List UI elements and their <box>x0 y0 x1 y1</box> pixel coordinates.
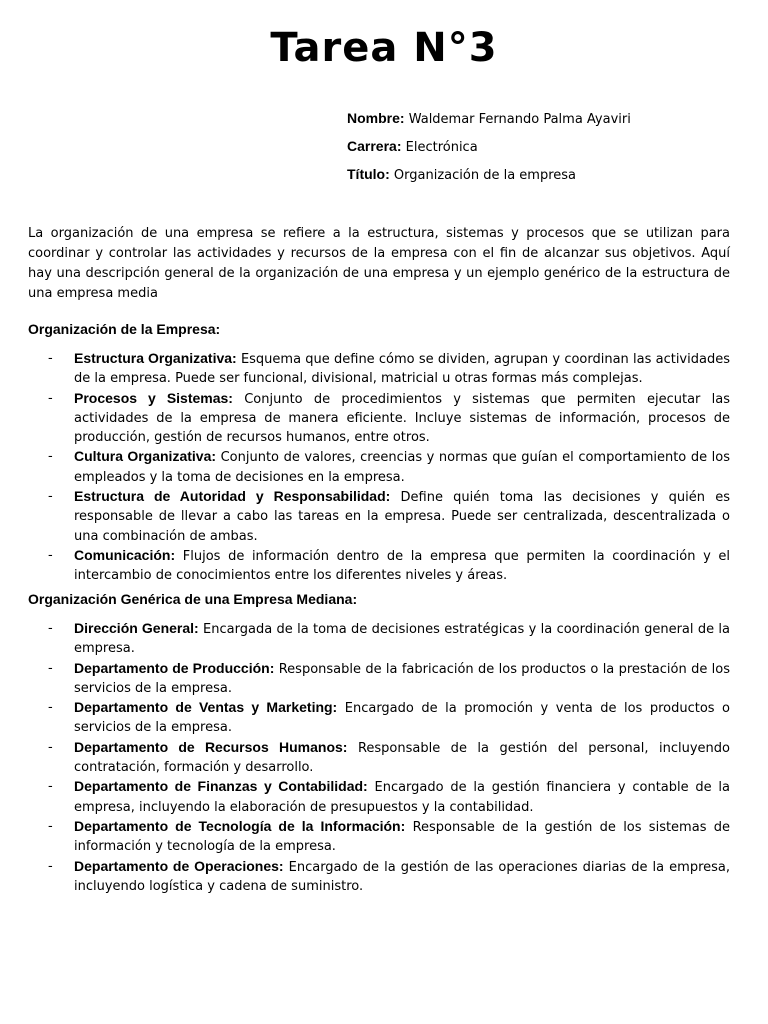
item-text: Conjunto de procedimientos y sistemas que permiten ejecutar las actividades de la empresa de manera eficiente. Incluye sistemas de información, procesos de producción, gestión de recursos humanos, entre otros. <box>74 391 730 446</box>
item-term: Departamento de Producción: <box>74 659 275 676</box>
meta-value: Waldemar Fernando Palma Ayaviri <box>408 112 631 127</box>
meta-label: Carrera: <box>347 138 402 154</box>
item-term: Dirección General: <box>74 620 199 636</box>
dash-bullet: - <box>48 449 53 465</box>
item-term: Departamento de Finanzas y Contabilidad: <box>74 778 368 795</box>
section-title-generica: Organización Genérica de una Empresa Mediana: <box>28 591 358 607</box>
list-item <box>28 698 730 738</box>
item-text: Responsable de la fabricación de los productos o la prestación de los servicios de la empresa. <box>74 661 731 696</box>
list-item <box>28 659 730 699</box>
item-text: Encargado de la promoción y venta de los productos o servicios de la empresa. <box>74 701 731 736</box>
item-text: Conjunto de valores, creencias y normas que guían el comportamiento de los empleados y la toma de decisiones en la empresa. <box>74 450 730 485</box>
list-item <box>28 546 730 586</box>
item-text: Responsable de la gestión del personal, incluyendo contratación, formación y desarrollo. <box>74 740 730 776</box>
list-item <box>28 817 730 857</box>
dash-bullet: - <box>48 351 53 366</box>
item-text: Encargada de la toma de decisiones estratégicas y la coordinación general de la empresa. <box>74 622 730 657</box>
document-title: Tarea N°3 <box>270 25 498 71</box>
list-item <box>28 777 730 817</box>
item-text: Encargado de la gestión de las operaciones diarias de la empresa, incluyendo logística y cadena de suministro. <box>74 859 731 894</box>
list-item <box>28 619 730 659</box>
item-term: Cultura Organizativa: <box>74 448 217 465</box>
intro-paragraph: La organización de una empresa se refiere a la estructura, sistemas y procesos que se utilizan para coordinar y controlar las actividades y recursos de la empresa con el fin de alcanzar sus objetivos. Aquí hay una descripción general de la organización de una empresa y un ejemplo genérico de la estructura de una empresa media <box>28 226 730 301</box>
item-term: Estructura de Autoridad y Responsabilidad: <box>74 488 391 505</box>
meta-value: Organización de la empresa <box>393 168 577 183</box>
list-organizacion <box>28 349 730 586</box>
dash-bullet: - <box>48 660 53 676</box>
dash-bullet: - <box>48 621 53 636</box>
meta-row-nombre <box>347 108 631 136</box>
list-generica <box>28 619 730 896</box>
item-term: Departamento de Recursos Humanos: <box>74 738 348 755</box>
dash-bullet: - <box>48 547 53 563</box>
dash-bullet: - <box>48 739 53 755</box>
item-text: Flujos de información dentro de la empresa que permiten la coordinación y el intercambio de conocimientos entre los diferentes niveles y áreas. <box>74 548 730 584</box>
item-text: Encargado de la gestión financiera y contable de la empresa, incluyendo la elaboración de presupuestos y la contabilidad. <box>74 780 730 815</box>
meta-label: Título: <box>347 166 390 182</box>
dash-bullet: - <box>48 700 53 716</box>
section-title-organizacion: Organización de la Empresa: <box>28 321 221 337</box>
dash-bullet: - <box>48 390 53 406</box>
dash-bullet: - <box>48 779 53 795</box>
list-item <box>28 487 730 546</box>
item-text: Define quién toma las decisiones y quién es responsable de llevar a cabo las tareas en la empresa. Puede ser centralizada, descentralizada o una combinación de ambas. <box>74 490 730 544</box>
item-term: Departamento de Operaciones: <box>74 857 284 874</box>
list-item <box>28 447 730 487</box>
item-term: Estructura Organizativa: <box>74 350 237 366</box>
dash-bullet: - <box>48 858 53 874</box>
item-term: Comunicación: <box>74 546 176 563</box>
dash-bullet: - <box>48 818 53 834</box>
meta-row-carrera <box>347 136 631 164</box>
item-text: Responsable de la gestión de los sistemas de información y tecnología de la empresa. <box>74 819 730 855</box>
meta-row-titulo <box>347 164 631 192</box>
item-term: Departamento de Ventas y Marketing: <box>74 699 338 716</box>
item-term: Departamento de Tecnología de la Información: <box>74 817 406 834</box>
list-item <box>28 389 730 448</box>
meta-value: Electrónica <box>405 140 478 155</box>
list-item <box>28 349 730 389</box>
dash-bullet: - <box>48 489 53 505</box>
item-text: Esquema que define cómo se dividen, agrupan y coordinan las actividades de la empresa. Puede ser funcional, divisional, matricial u otras formas más complejas. <box>74 352 730 387</box>
list-item <box>28 857 730 897</box>
meta-label: Nombre: <box>347 110 405 126</box>
author-info <box>347 108 631 192</box>
item-term: Procesos y Sistemas: <box>74 389 233 406</box>
list-item <box>28 738 730 778</box>
